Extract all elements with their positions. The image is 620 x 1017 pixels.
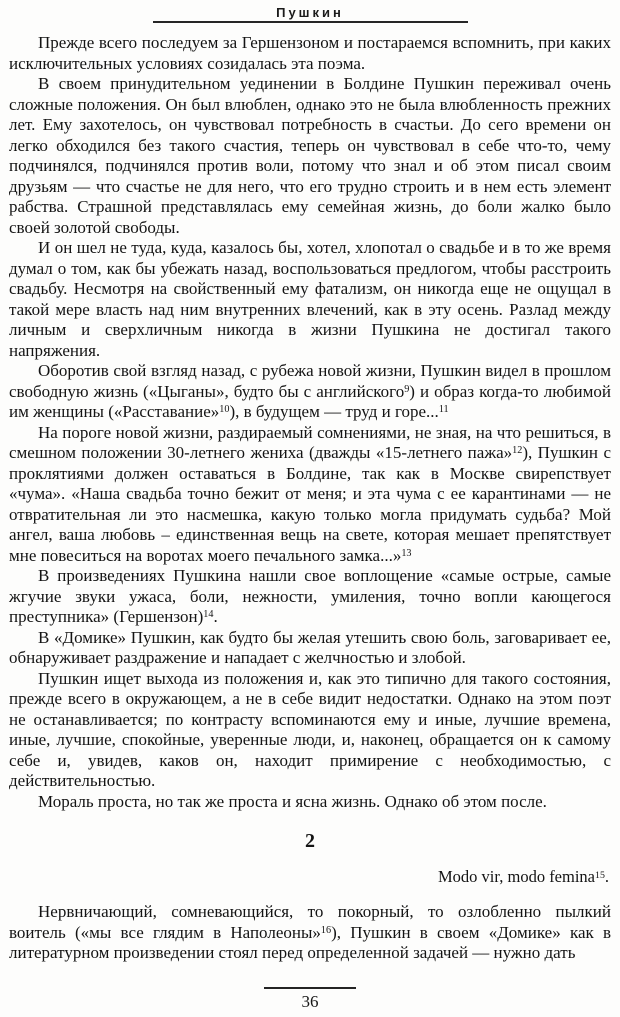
footnote-reference: 10	[219, 404, 230, 416]
footnote-reference: 13	[401, 547, 412, 559]
footer-rule	[264, 987, 356, 989]
page-header	[9, 5, 611, 23]
paragraph: Пушкин ищет выхода из положения и, как это типично для такого состояния, прежде всего в окружающем, а не в себе видит недостатки. Однако на этом поэт не останавливается; по контрасту вспоминаются ему и иные, лучшие времена, иные, лучшие, спокойные, уверенные люди, и, наконец, обращается он к самому себе и, увидев, каков он, находит примирение с необходимостью, с действительностью.	[9, 668, 611, 790]
paragraph: И он шел не туда, куда, казалось бы, хотел, хлопотал о свадьбе и в то же время думал о том, как бы убежать назад, воспользоваться предлогом, чтобы расстроить свадьбу. Несмотря на свойственный ему фатализм, он никогда еще не ощущал в такой мере власть над ним внутренних влечений, как в эту осень. Разлад между личным и сверхличным никогда в жизни Пушкина не достигал такого напряжения.	[9, 238, 611, 360]
body-text	[9, 33, 611, 964]
paragraph: Мораль проста, но так же проста и ясна жизнь. Однако об этом после.	[38, 791, 547, 811]
footnote-reference: 12	[512, 445, 523, 457]
section-number: 2	[305, 830, 315, 852]
running-title: Пушкин	[276, 5, 344, 20]
footnote-reference: 11	[438, 404, 449, 416]
epigraph: Modo vir, modo femina$^{15}$.	[438, 867, 609, 886]
footnote-reference: 15	[595, 869, 605, 881]
page-number: 36	[301, 992, 319, 1011]
footnote-reference: 16	[320, 924, 332, 936]
paragraph: Оборотив свой взгляд назад, с рубежа новой жизни, Пушкин видел в прошлом свободную жизнь («Цыганы», будто бы с английского$^9$) и образ когда-то любимой им женщины («Расставание»$^{10}$), в будущем — труд и горе...$^{11}$	[9, 361, 611, 421]
paragraph: Прежде всего последуем за Гершензоном и постараемся вспомнить, при каких исключительных условиях созидалась эта поэма.	[9, 33, 611, 73]
paragraph: В «Домике» Пушкин, как будто бы желая утешить свою боль, заговаривает ее, обнаруживает раздражение и нападает с желчностью и злобой.	[9, 627, 611, 667]
paragraph: Нервничающий, сомневающийся, то покорный, то озлобленно пылкий воитель («мы все глядим в Наполеоны»$^{16}$), Пушкин в своем «Домике» как в литературном произведении стоял перед определенной задачей — нужно дать	[9, 902, 612, 962]
page-footer	[0, 987, 620, 1012]
header-rule	[153, 21, 468, 23]
paragraph: На пороге новой жизни, раздираемый сомнениями, не зная, на что решиться, в смешном положении 30-летнего жениха (дважды «15-летнего пажа»$^{12}$), Пушкин с проклятиями должен оставаться в Болдине, так как в Москве свирепствует «чума». «Наша свадьба точно бежит от меня; и эта чума с ее карантинами — не отвратительная ли это насмешка, какую только могла придумать судьба? Мой ангел, ваша любовь – единственная вещь на свете, которая мешает препятствует мне повеситься на воротах моего печального замка...»$^{13}$	[9, 422, 612, 565]
paragraph: В своем принудительном уединении в Болдине Пушкин переживал очень сложные положения. Он был влюблен, однако это не была влюбленность прежних лет. Ему захотелось, он чувствовал потребность в счастьи. До сего времени он легко обходился без такого счастия, теперь он чувствовал в себе что-то, чему подчинялся, подчинялся против воли, потому что знал и об этом писал своим друзьям — что счастье не для него, что его трудно строить и в нем есть элемент рабства. Страшной представлялась ему семейная жизнь, до боли жалко было своей золотой свободы.	[9, 74, 611, 237]
footnote-reference: 14	[203, 609, 214, 621]
paragraph: В произведениях Пушкина нашли свое воплощение «самые острые, самые жгучие звуки ужаса, боли, нежности, умиления, точно вопли кающегося преступника» (Гершензон)$^{14}$.	[9, 566, 611, 626]
footnote-reference: 9	[404, 383, 410, 395]
